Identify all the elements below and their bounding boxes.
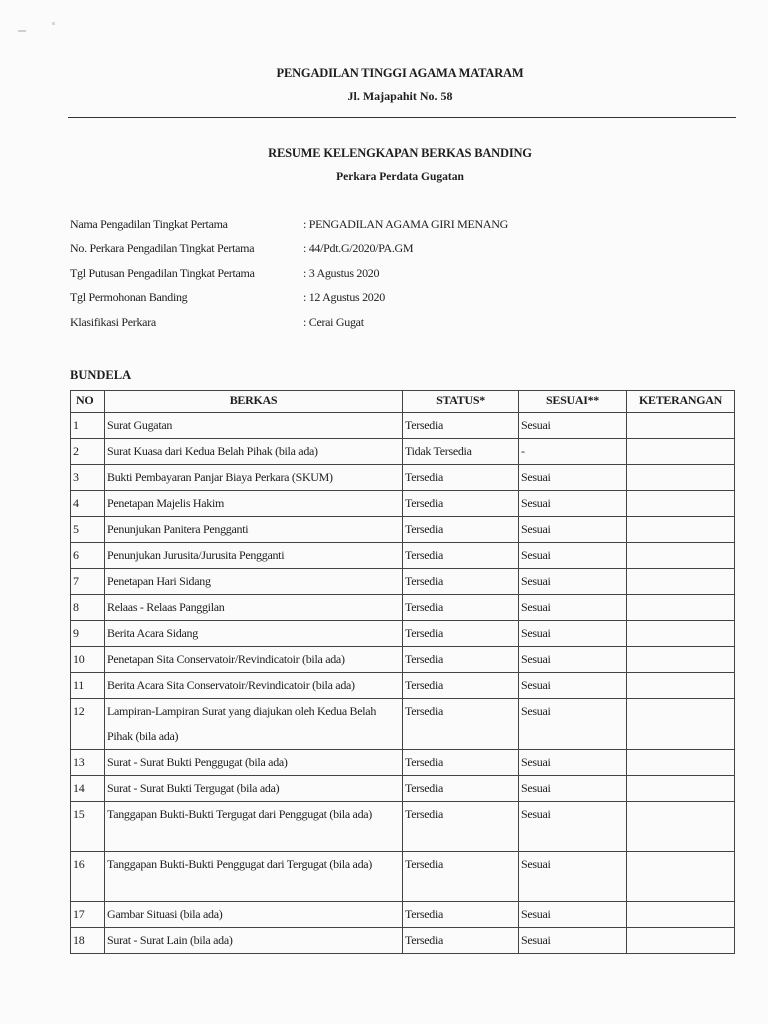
row-keterangan bbox=[627, 902, 735, 928]
row-berkas: Surat - Surat Bukti Tergugat (bila ada) bbox=[105, 776, 403, 802]
row-sesuai: Sesuai bbox=[519, 802, 627, 852]
row-status: Tersedia bbox=[403, 621, 519, 647]
row-status: Tersedia bbox=[403, 413, 519, 439]
row-status: Tersedia bbox=[403, 902, 519, 928]
case-info bbox=[70, 217, 508, 339]
row-berkas: Penetapan Sita Conservatoir/Revindicatoir (bila ada) bbox=[105, 647, 403, 673]
row-keterangan bbox=[627, 621, 735, 647]
row-number: 13 bbox=[71, 750, 105, 776]
row-status: Tersedia bbox=[403, 543, 519, 569]
scan-artifact bbox=[18, 30, 26, 32]
row-sesuai: Sesuai bbox=[519, 902, 627, 928]
row-berkas: Penunjukan Panitera Pengganti bbox=[105, 517, 403, 543]
row-keterangan bbox=[627, 776, 735, 802]
row-number: 10 bbox=[71, 647, 105, 673]
case-info-value: : 12 Agustus 2020 bbox=[303, 290, 385, 305]
column-header-no: NO bbox=[71, 391, 105, 413]
row-berkas: Surat - Surat Bukti Penggugat (bila ada) bbox=[105, 750, 403, 776]
case-info-row bbox=[70, 266, 508, 290]
table-row bbox=[71, 673, 735, 699]
row-number: 2 bbox=[71, 439, 105, 465]
row-keterangan bbox=[627, 465, 735, 491]
row-number: 16 bbox=[71, 852, 105, 902]
table-row bbox=[71, 439, 735, 465]
row-number: 8 bbox=[71, 595, 105, 621]
row-berkas: Bukti Pembayaran Panjar Biaya Perkara (SKUM) bbox=[105, 465, 403, 491]
table-row bbox=[71, 928, 735, 954]
table-row bbox=[71, 699, 735, 750]
column-header-keterangan: KETERANGAN bbox=[627, 391, 735, 413]
row-number: 1 bbox=[71, 413, 105, 439]
row-keterangan bbox=[627, 595, 735, 621]
letterhead bbox=[0, 66, 768, 104]
row-keterangan bbox=[627, 543, 735, 569]
table-row bbox=[71, 543, 735, 569]
row-status: Tersedia bbox=[403, 465, 519, 491]
row-berkas: Tanggapan Bukti-Bukti Penggugat dari Tergugat (bila ada) bbox=[105, 852, 403, 902]
row-status: Tersedia bbox=[403, 776, 519, 802]
bundle-heading: BUNDELA bbox=[70, 368, 132, 382]
row-status: Tersedia bbox=[403, 517, 519, 543]
berkas-table bbox=[70, 390, 735, 954]
row-berkas: Penetapan Majelis Hakim bbox=[105, 491, 403, 517]
row-sesuai: Sesuai bbox=[519, 699, 627, 750]
row-status: Tersedia bbox=[403, 647, 519, 673]
case-info-value: : Cerai Gugat bbox=[303, 314, 364, 329]
case-info-label: Klasifikasi Perkara bbox=[70, 314, 156, 329]
row-number: 3 bbox=[71, 465, 105, 491]
row-sesuai: Sesuai bbox=[519, 595, 627, 621]
row-berkas: Tanggapan Bukti-Bukti Tergugat dari Penggugat (bila ada) bbox=[105, 802, 403, 852]
row-keterangan bbox=[627, 802, 735, 852]
case-info-value: : PENGADILAN AGAMA GIRI MENANG bbox=[303, 217, 508, 231]
row-berkas: Lampiran-Lampiran Surat yang diajukan oleh Kedua Belah Pihak (bila ada) bbox=[105, 699, 403, 750]
row-berkas: Surat Kuasa dari Kedua Belah Pihak (bila ada) bbox=[105, 439, 403, 465]
row-keterangan bbox=[627, 928, 735, 954]
document-subtitle: Perkara Perdata Gugatan bbox=[336, 171, 464, 183]
table-row bbox=[71, 750, 735, 776]
row-sesuai: Sesuai bbox=[519, 673, 627, 699]
row-number: 6 bbox=[71, 543, 105, 569]
column-header-sesuai: SESUAI** bbox=[519, 391, 627, 413]
row-keterangan bbox=[627, 852, 735, 902]
table-row bbox=[71, 465, 735, 491]
row-keterangan bbox=[627, 491, 735, 517]
case-info-row bbox=[70, 241, 508, 265]
row-number: 7 bbox=[71, 569, 105, 595]
row-status: Tersedia bbox=[403, 595, 519, 621]
case-info-label: Nama Pengadilan Tingkat Pertama bbox=[70, 217, 228, 231]
table-row bbox=[71, 517, 735, 543]
court-address: Jl. Majapahit No. 58 bbox=[347, 89, 453, 103]
row-sesuai: Sesuai bbox=[519, 413, 627, 439]
column-header-berkas: BERKAS bbox=[105, 391, 403, 413]
row-number: 11 bbox=[71, 673, 105, 699]
case-info-label: No. Perkara Pengadilan Tingkat Pertama bbox=[70, 241, 255, 256]
row-number: 18 bbox=[71, 928, 105, 954]
scan-artifact bbox=[52, 22, 55, 25]
row-keterangan bbox=[627, 439, 735, 465]
row-berkas: Relaas - Relaas Panggilan bbox=[105, 595, 403, 621]
row-number: 17 bbox=[71, 902, 105, 928]
row-sesuai: Sesuai bbox=[519, 928, 627, 954]
row-number: 12 bbox=[71, 699, 105, 750]
column-header-status: STATUS* bbox=[403, 391, 519, 413]
case-info-row bbox=[70, 217, 508, 241]
table-row bbox=[71, 647, 735, 673]
table-header-row bbox=[71, 391, 735, 413]
row-sesuai: Sesuai bbox=[519, 647, 627, 673]
row-berkas: Berita Acara Sita Conservatoir/Revindicatoir (bila ada) bbox=[105, 673, 403, 699]
row-berkas: Penunjukan Jurusita/Jurusita Pengganti bbox=[105, 543, 403, 569]
row-status: Tersedia bbox=[403, 750, 519, 776]
row-status: Tersedia bbox=[403, 673, 519, 699]
case-info-value: : 44/Pdt.G/2020/PA.GM bbox=[303, 241, 414, 256]
row-number: 4 bbox=[71, 491, 105, 517]
case-info-label: Tgl Putusan Pengadilan Tingkat Pertama bbox=[70, 265, 255, 280]
case-info-label: Tgl Permohonan Banding bbox=[70, 290, 188, 305]
row-status: Tersedia bbox=[403, 699, 519, 750]
row-status: Tersedia bbox=[403, 852, 519, 902]
document-title: RESUME KELENGKAPAN BERKAS BANDING bbox=[268, 146, 532, 160]
row-keterangan bbox=[627, 517, 735, 543]
row-number: 9 bbox=[71, 621, 105, 647]
row-keterangan bbox=[627, 413, 735, 439]
header-divider bbox=[68, 117, 736, 118]
table-row bbox=[71, 569, 735, 595]
row-berkas: Surat Gugatan bbox=[105, 413, 403, 439]
table-row bbox=[71, 413, 735, 439]
row-berkas: Gambar Situasi (bila ada) bbox=[105, 902, 403, 928]
row-sesuai: Sesuai bbox=[519, 569, 627, 595]
row-sesuai: Sesuai bbox=[519, 543, 627, 569]
row-status: Tidak Tersedia bbox=[403, 439, 519, 465]
table-row bbox=[71, 491, 735, 517]
row-sesuai: Sesuai bbox=[519, 517, 627, 543]
row-sesuai: Sesuai bbox=[519, 491, 627, 517]
row-status: Tersedia bbox=[403, 802, 519, 852]
row-status: Tersedia bbox=[403, 569, 519, 595]
row-sesuai: Sesuai bbox=[519, 852, 627, 902]
row-berkas: Berita Acara Sidang bbox=[105, 621, 403, 647]
table-row bbox=[71, 802, 735, 852]
row-sesuai: Sesuai bbox=[519, 465, 627, 491]
row-sesuai: Sesuai bbox=[519, 776, 627, 802]
table-row bbox=[71, 902, 735, 928]
row-keterangan bbox=[627, 673, 735, 699]
case-info-row bbox=[70, 315, 508, 339]
row-keterangan bbox=[627, 750, 735, 776]
court-name: PENGADILAN TINGGI AGAMA MATARAM bbox=[276, 66, 524, 80]
case-info-row bbox=[70, 290, 508, 314]
row-keterangan bbox=[627, 569, 735, 595]
row-number: 15 bbox=[71, 802, 105, 852]
table-row bbox=[71, 852, 735, 902]
row-keterangan bbox=[627, 699, 735, 750]
row-number: 5 bbox=[71, 517, 105, 543]
row-status: Tersedia bbox=[403, 491, 519, 517]
row-sesuai: Sesuai bbox=[519, 750, 627, 776]
case-info-value: : 3 Agustus 2020 bbox=[303, 265, 380, 280]
row-number: 14 bbox=[71, 776, 105, 802]
row-sesuai: - bbox=[519, 439, 627, 465]
table-row bbox=[71, 595, 735, 621]
row-berkas: Penetapan Hari Sidang bbox=[105, 569, 403, 595]
table-row bbox=[71, 776, 735, 802]
row-sesuai: Sesuai bbox=[519, 621, 627, 647]
row-status: Tersedia bbox=[403, 928, 519, 954]
table-row bbox=[71, 621, 735, 647]
row-keterangan bbox=[627, 647, 735, 673]
row-berkas: Surat - Surat Lain (bila ada) bbox=[105, 928, 403, 954]
